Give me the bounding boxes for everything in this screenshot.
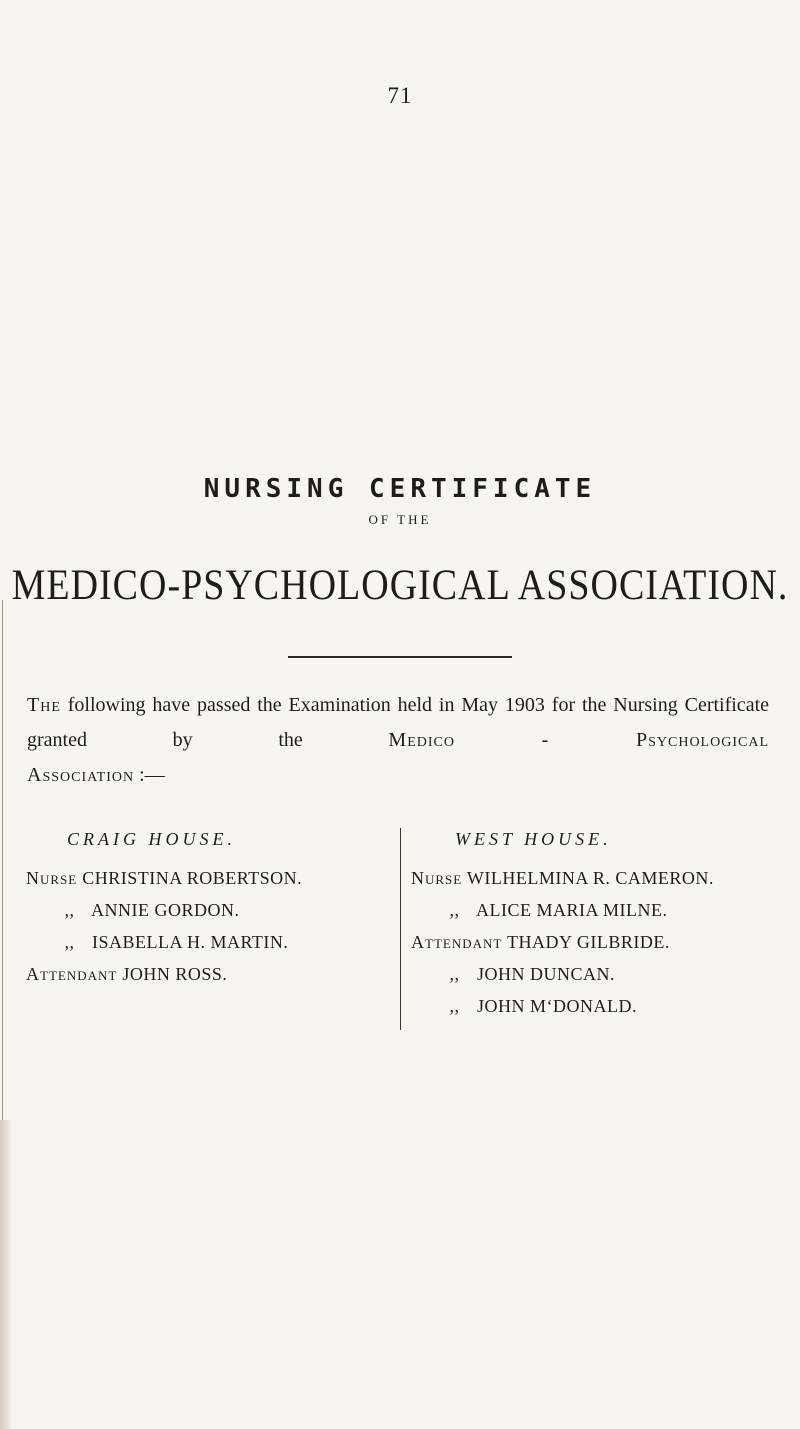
entry-name: ISABELLA H. MARTIN. [92,932,289,952]
craig-house-list [26,862,302,990]
entry-name: JOHN DUNCAN. [477,964,616,984]
entry-name: ANNIE GORDON. [91,900,240,920]
intro-line2: for the Nursing Certificate granted by the [27,694,769,751]
certificate-title: NURSING CERTIFICATE [203,474,597,504]
intro-line1: following have passed the Examination held in May 1903 [67,694,545,716]
ditto-mark: ,, [449,996,460,1016]
column-divider [400,828,401,1030]
intro-medico: Medico - Psychological [388,729,769,751]
page-number: 71 [387,83,413,108]
list-item [411,926,714,958]
entry-role: Attendant [26,964,118,984]
ditto-mark: ,, [64,932,75,952]
entry-name: JOHN M‘DONALD. [477,996,637,1016]
list-item [411,894,714,926]
west-house-list [411,862,714,1022]
entry-name: WILHELMINA R. CAMERON. [466,868,714,888]
list-item [26,958,302,990]
list-item [411,862,714,894]
title-of-the: OF THE [368,512,432,527]
list-item [411,958,714,990]
list-item [26,862,302,894]
intro-association: Association [27,764,135,786]
ditto-mark: ,, [64,900,75,920]
entry-name: CHRISTINA ROBERTSON. [82,868,303,888]
ditto-mark: ,, [449,900,460,920]
title-rule [288,656,512,658]
list-item [26,926,302,958]
intro-paragraph [27,688,769,793]
entry-name: JOHN ROSS. [122,964,228,984]
entry-role: Attendant [411,932,503,952]
intro-lead: The [27,694,61,716]
intro-ending: :— [139,764,165,786]
entry-role: Nurse [26,868,78,888]
craig-house-heading: CRAIG HOUSE. [67,829,236,849]
list-item [411,990,714,1022]
west-house-heading: WEST HOUSE. [455,829,612,849]
entry-name: THADY GILBRIDE. [507,932,670,952]
association-title: MEDICO-PSYCHOLOGICAL ASSOCIATION. [11,560,789,610]
list-item [26,894,302,926]
page-edge-shadow [0,1120,12,1429]
intro-last-line [27,758,769,793]
entry-name: ALICE MARIA MILNE. [476,900,668,920]
ditto-mark: ,, [449,964,460,984]
entry-role: Nurse [411,868,463,888]
